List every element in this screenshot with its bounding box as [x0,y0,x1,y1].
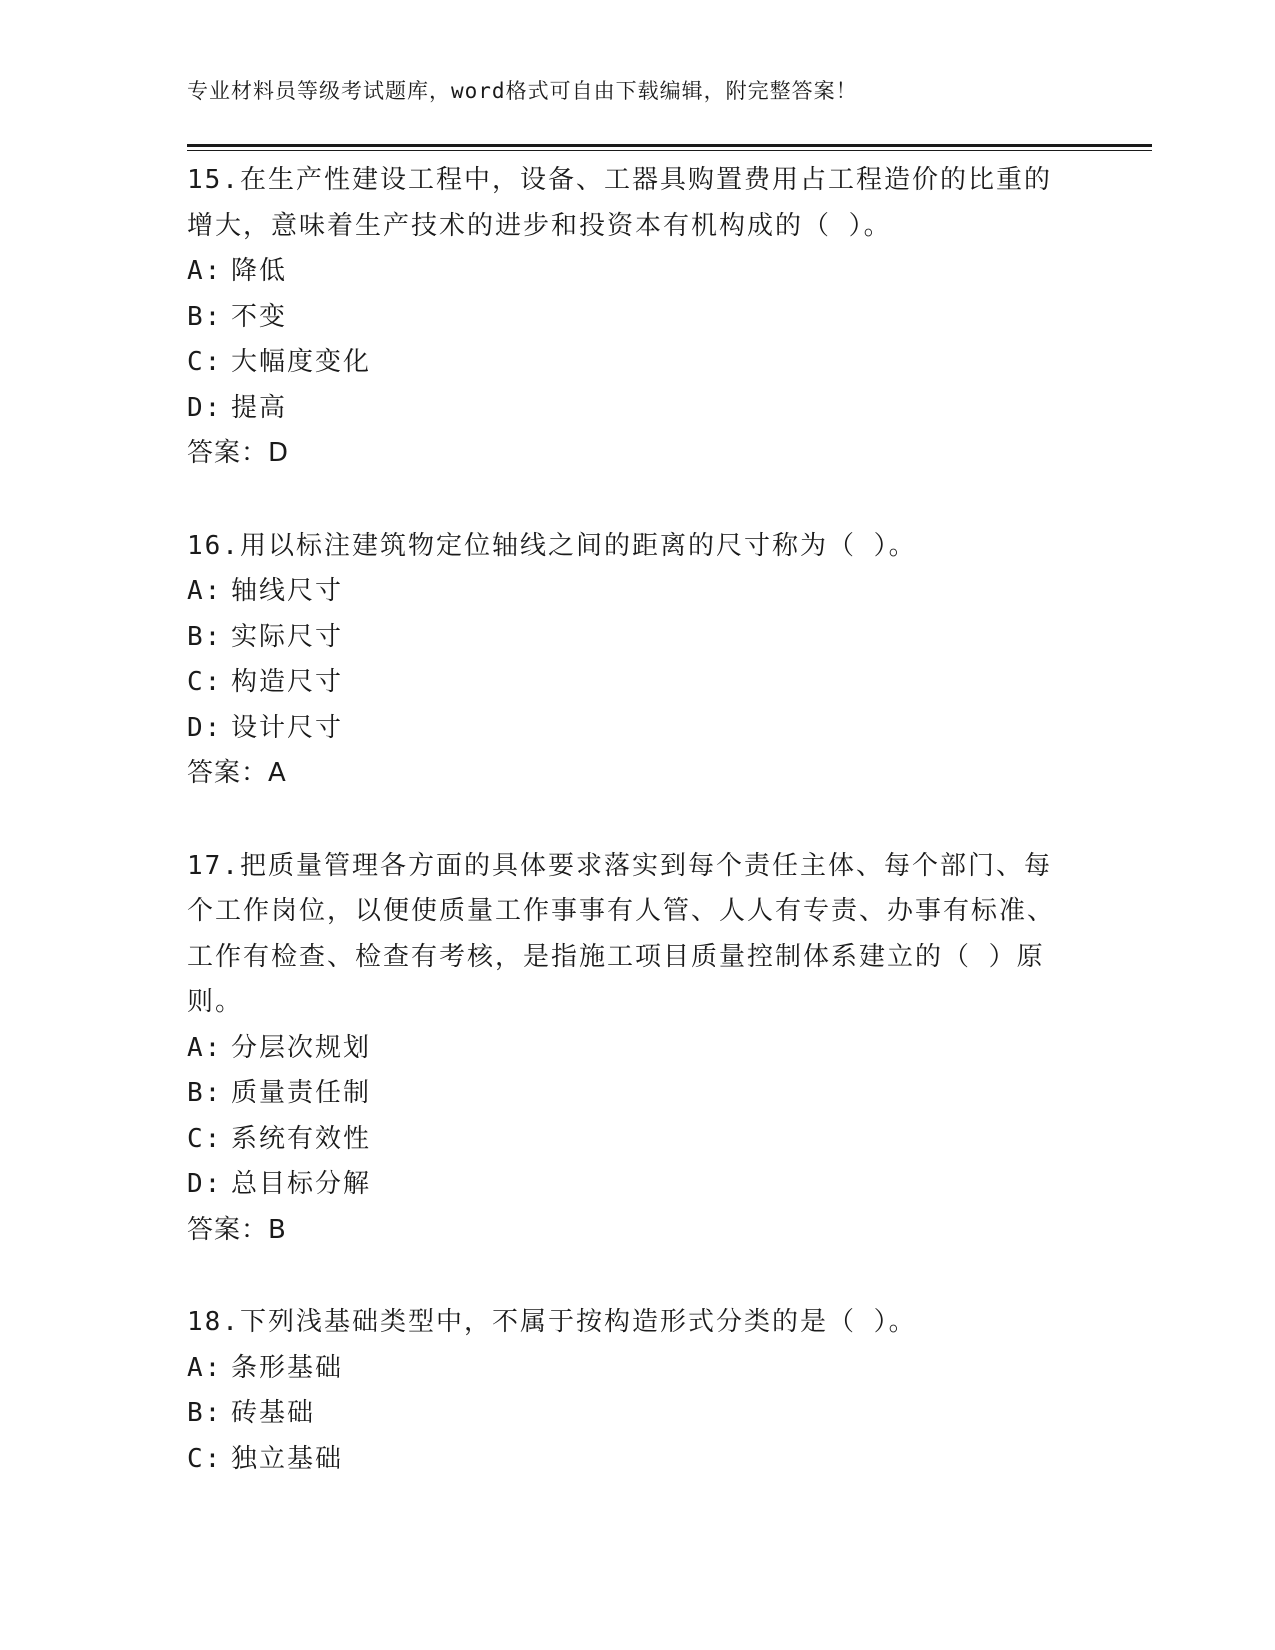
option-text: 砖基础 [231,1398,316,1428]
option-text: 总目标分解 [231,1169,372,1199]
option-key: C: [187,1443,223,1474]
option-text: 大幅度变化 [231,347,372,377]
page-header: 专业材料员等级考试题库，word格式可自由下载编辑，附完整答案！ [187,79,858,103]
option-text: 不变 [231,301,288,332]
option-b [187,615,1087,661]
option-text: 提高 [231,392,288,423]
option-text: 条形基础 [231,1352,344,1383]
question-list [187,158,1087,1529]
option-key: B: [187,621,223,652]
option-c [187,1117,1087,1163]
question-stem: 16.用以标注建筑物定位轴线之间的距离的尺寸称为（ ）。 [187,530,917,561]
option-text: 分层次规划 [231,1032,372,1063]
question-stem: 15.在生产性建设工程中，设备、工器具购置费用占工程造价的比重的增大，意味着生产技术的进步和投资本有机构成的（ ）。 [187,165,1052,241]
question-stem: 18.下列浅基础类型中，不属于按构造形式分类的是（ ）。 [187,1307,917,1337]
option-key: C: [187,347,223,377]
option-b [187,295,1087,341]
option-a [187,249,1087,295]
option-text: 构造尺寸 [231,667,344,697]
option-text: 质量责任制 [231,1078,372,1108]
answer: 答案：A [187,758,287,788]
option-key: A: [187,576,223,606]
option-text: 降低 [231,256,288,286]
question-stem: 17.把质量管理各方面的具体要求落实到每个责任主体、每个部门、每个工作岗位，以便使质量工作事事有人管、人人有专责、办事有标准、工作有检查、检查有考核，是指施工项目质量控制体系建立的（ ）原则。 [187,850,1056,1017]
option-key: B: [187,301,223,332]
option-text: 轴线尺寸 [231,576,344,606]
header-rule-thin [187,150,1152,151]
option-key: A: [187,1032,223,1063]
question-17 [187,844,1087,1254]
option-key: B: [187,1398,223,1428]
question-18 [187,1300,1087,1482]
answer: 答案：D [187,438,290,468]
question-15 [187,158,1087,477]
option-a [187,1346,1087,1392]
option-key: C: [187,667,223,697]
option-b [187,1391,1087,1437]
option-key: B: [187,1078,223,1108]
header-rule-thick [187,144,1152,147]
option-c [187,1437,1087,1483]
option-key: D: [187,392,223,423]
option-key: D: [187,1169,223,1199]
option-a [187,569,1087,615]
option-a [187,1026,1087,1072]
option-text: 设计尺寸 [231,712,344,743]
option-d [187,386,1087,432]
option-key: A: [187,256,223,286]
option-text: 系统有效性 [231,1123,372,1154]
option-b [187,1071,1087,1117]
option-c [187,660,1087,706]
option-d [187,1162,1087,1208]
answer: 答案：B [187,1214,287,1245]
option-text: 实际尺寸 [231,621,344,652]
option-c [187,340,1087,386]
option-text: 独立基础 [231,1443,344,1474]
option-key: D: [187,712,223,743]
option-key: C: [187,1123,223,1154]
question-16 [187,524,1087,797]
option-d [187,706,1087,752]
option-key: A: [187,1352,223,1383]
